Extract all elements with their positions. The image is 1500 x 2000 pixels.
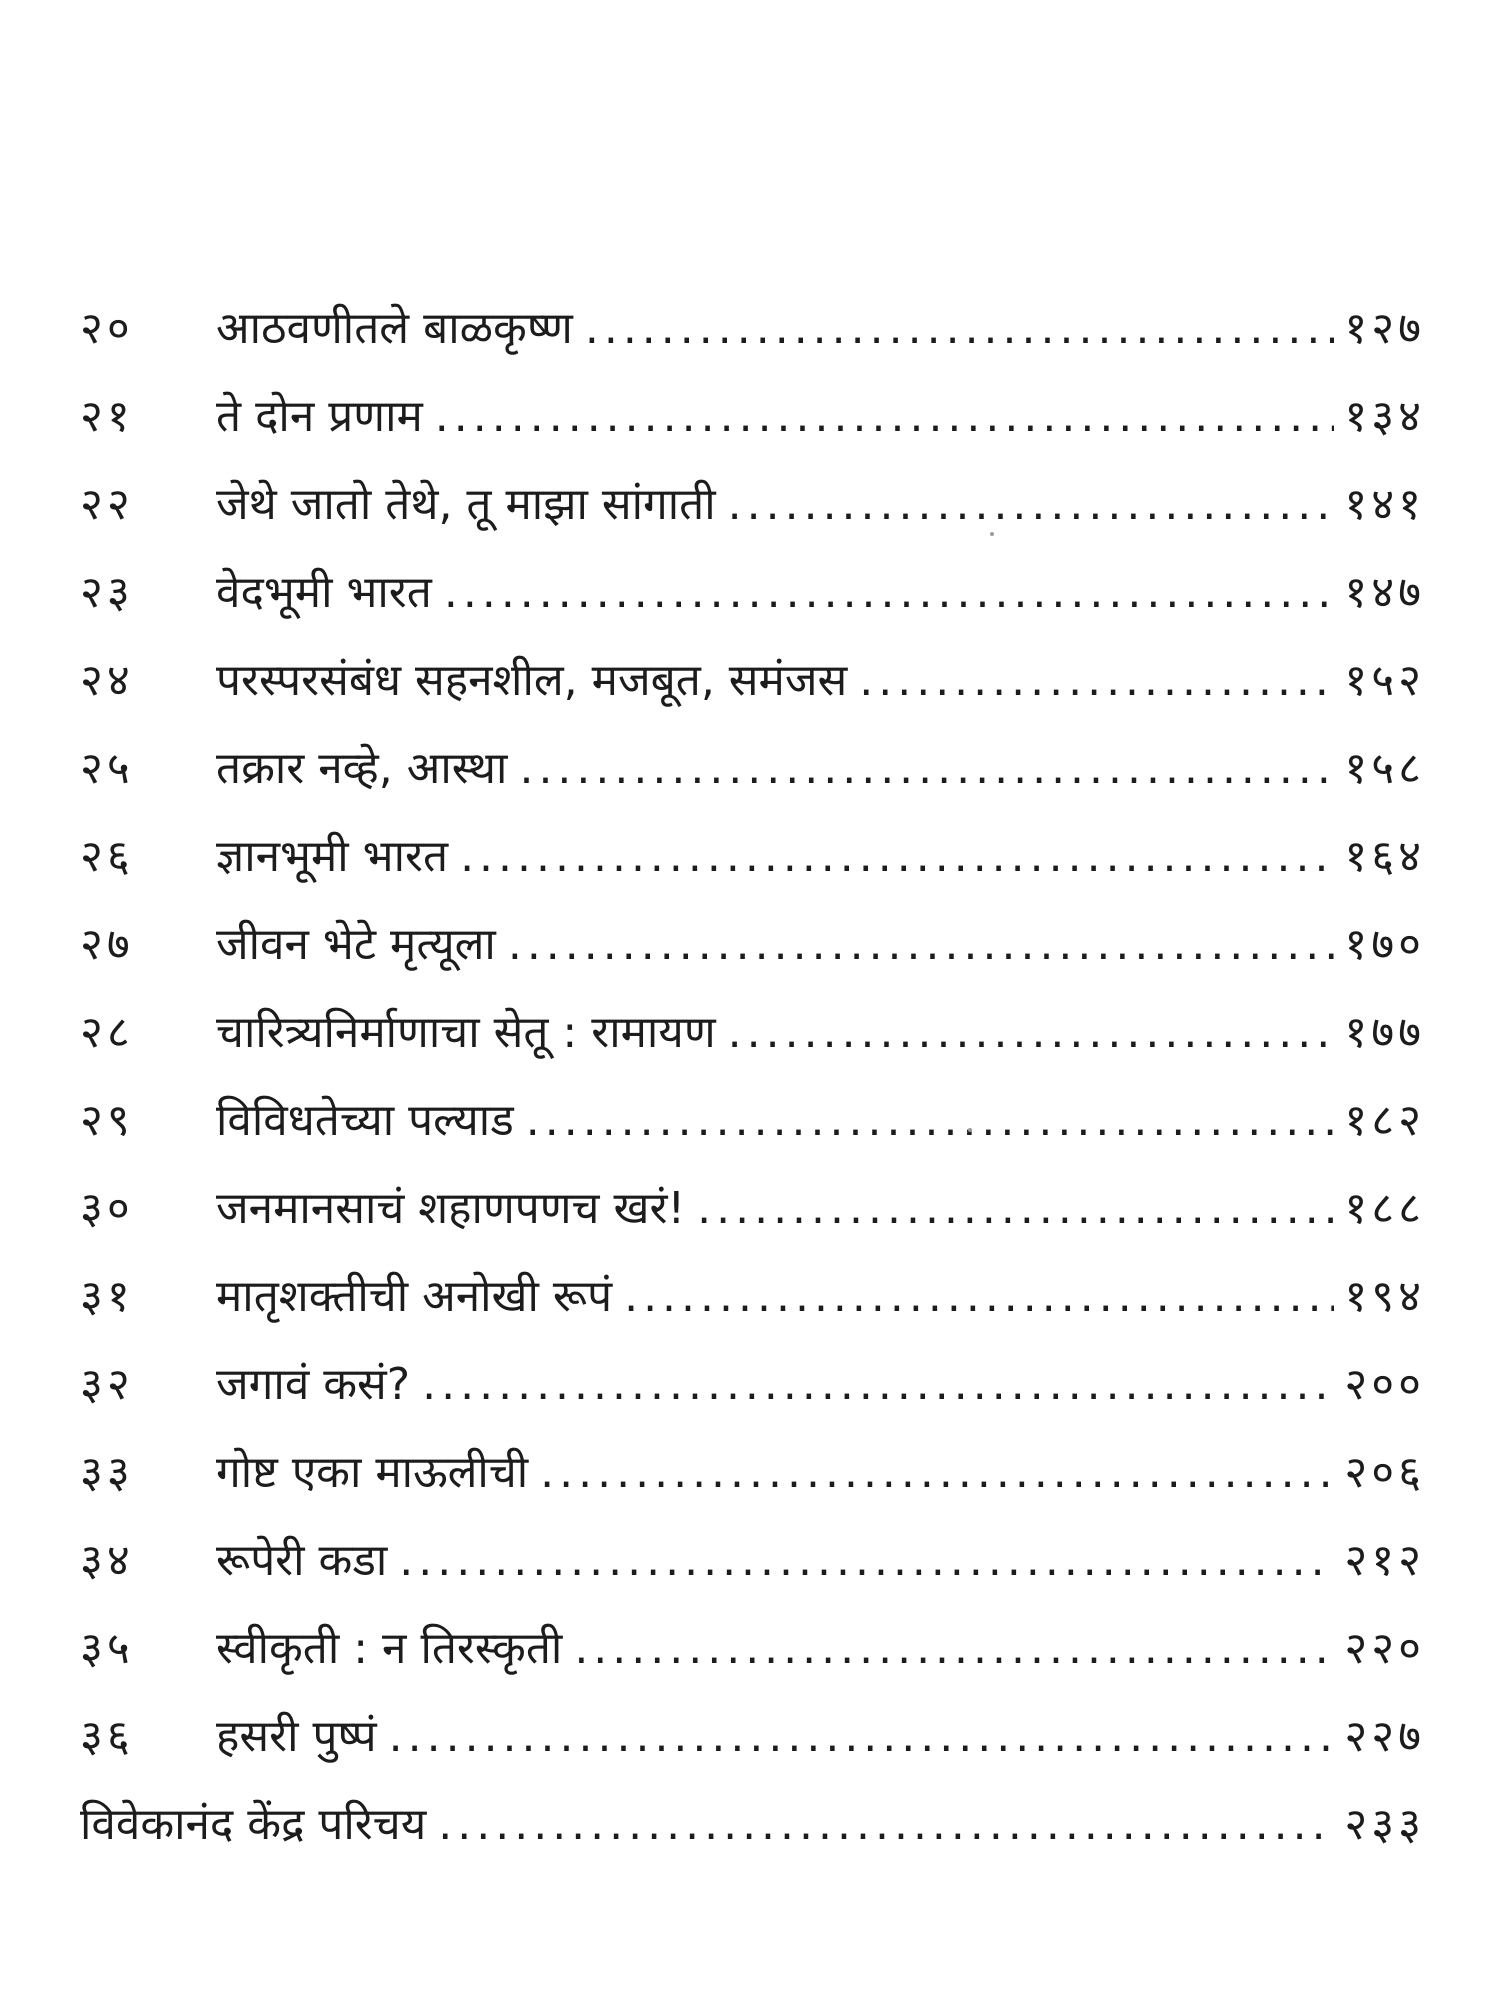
toc-entry-35 — [80, 1605, 1425, 1693]
chapter-title: रूपेरी कडा — [216, 1535, 388, 1586]
page-number: २३३ — [1344, 1799, 1425, 1850]
chapter-title: जनमानसाचं शहाणपणच खरं! — [216, 1183, 686, 1234]
page-number: २२७ — [1344, 1711, 1425, 1762]
paper-speck — [968, 1128, 972, 1132]
chapter-title: विविधतेच्या पल्याड — [216, 1095, 514, 1146]
page-number: १८८ — [1344, 1183, 1425, 1234]
dot-leader — [508, 901, 1335, 989]
chapter-title: जगावं कसं? — [216, 1359, 411, 1410]
page-number: २०६ — [1344, 1447, 1425, 1498]
toc-entry-36 — [80, 1693, 1425, 1781]
page-number: १४७ — [1344, 567, 1425, 618]
chapter-title: वेदभूमी भारत — [216, 567, 432, 618]
chapter-number: ३२ — [80, 1359, 134, 1410]
page-number: १५८ — [1344, 743, 1425, 794]
page-number: २२० — [1344, 1623, 1425, 1674]
chapter-title: स्वीकृती : न तिरस्कृती — [216, 1623, 563, 1674]
page-number: २०० — [1344, 1359, 1425, 1410]
chapter-number: ३१ — [80, 1271, 134, 1322]
dot-leader — [438, 1781, 1334, 1869]
chapter-number: २३ — [80, 567, 134, 618]
toc-entry-23 — [80, 549, 1425, 637]
page-number: १७० — [1344, 919, 1425, 970]
chapter-number: २५ — [80, 743, 134, 794]
dot-leader — [540, 1429, 1334, 1517]
page-number: १३४ — [1344, 391, 1425, 442]
toc-entry-32 — [80, 1341, 1425, 1429]
chapter-title: हसरी पुष्पं — [216, 1711, 377, 1762]
toc-entry-29 — [80, 1077, 1425, 1165]
chapter-number: ३३ — [80, 1447, 134, 1498]
page-number: १८२ — [1344, 1095, 1425, 1146]
page-number: २१२ — [1344, 1535, 1425, 1586]
chapter-number: ३० — [80, 1183, 134, 1234]
toc-entry-30 — [80, 1165, 1425, 1253]
chapter-number: २८ — [80, 1007, 134, 1058]
page-number: १४१ — [1344, 479, 1425, 530]
toc-entry-final — [80, 1781, 1425, 1869]
toc-entry-25 — [80, 725, 1425, 813]
dot-leader — [444, 549, 1335, 637]
toc-entry-28 — [80, 989, 1425, 1077]
dot-leader — [526, 1077, 1335, 1165]
chapter-title: चारित्र्यनिर्माणाचा सेतू : रामायण — [216, 1007, 716, 1058]
chapter-number: २६ — [80, 831, 134, 882]
toc-entry-20 — [80, 285, 1425, 373]
dot-leader — [574, 1605, 1334, 1693]
toc-entry-34 — [80, 1517, 1425, 1605]
chapter-title: परस्परसंबंध सहनशील, मजबूत, समंजस — [216, 655, 848, 706]
chapter-number: ३६ — [80, 1711, 134, 1762]
chapter-number: २४ — [80, 655, 134, 706]
toc-entry-22 — [80, 461, 1425, 549]
toc-entry-33 — [80, 1429, 1425, 1517]
page-number: १२७ — [1344, 303, 1425, 354]
page-number: १९४ — [1344, 1271, 1425, 1322]
toc-entry-26 — [80, 813, 1425, 901]
dot-leader — [728, 989, 1335, 1077]
dot-leader — [519, 725, 1334, 813]
dot-leader — [859, 637, 1334, 725]
chapter-title: जीवन भेटे मृत्यूला — [216, 919, 496, 970]
dot-leader — [624, 1253, 1334, 1341]
dot-leader — [697, 1165, 1334, 1253]
toc-entry-27 — [80, 901, 1425, 989]
toc-entry-21 — [80, 373, 1425, 461]
toc-entry-24 — [80, 637, 1425, 725]
dot-leader — [728, 461, 1335, 549]
table-of-contents — [80, 285, 1425, 1869]
final-entry-title: विवेकानंद केंद्र परिचय — [80, 1799, 427, 1850]
chapter-number: २७ — [80, 919, 134, 970]
chapter-title: ज्ञानभूमी भारत — [216, 831, 449, 882]
page-number: १७७ — [1344, 1007, 1425, 1058]
chapter-title: तक्रार नव्हे, आस्था — [216, 743, 508, 794]
dot-leader — [399, 1517, 1334, 1605]
chapter-number: २० — [80, 303, 134, 354]
chapter-title: ते दोन प्रणाम — [216, 391, 423, 442]
chapter-title: मातृशक्तीची अनोखी रूपं — [216, 1271, 613, 1322]
dot-leader — [389, 1693, 1335, 1781]
chapter-number: २१ — [80, 391, 134, 442]
chapter-number: ३४ — [80, 1535, 134, 1586]
chapter-title: जेथे जातो तेथे, तू माझा सांगाती — [216, 479, 716, 530]
page-number: १५२ — [1344, 655, 1425, 706]
dot-leader — [422, 1341, 1334, 1429]
chapter-title: आठवणीतले बाळकृष्ण — [216, 303, 573, 354]
chapter-title: गोष्ट एका माऊलीची — [216, 1447, 529, 1498]
chapter-number: २२ — [80, 479, 134, 530]
chapter-number: ३५ — [80, 1623, 134, 1674]
toc-entry-31 — [80, 1253, 1425, 1341]
dot-leader — [585, 285, 1335, 373]
dot-leader — [460, 813, 1334, 901]
dot-leader — [435, 373, 1335, 461]
page-number: १६४ — [1344, 831, 1425, 882]
paper-speck — [990, 532, 994, 536]
chapter-number: २९ — [80, 1095, 134, 1146]
